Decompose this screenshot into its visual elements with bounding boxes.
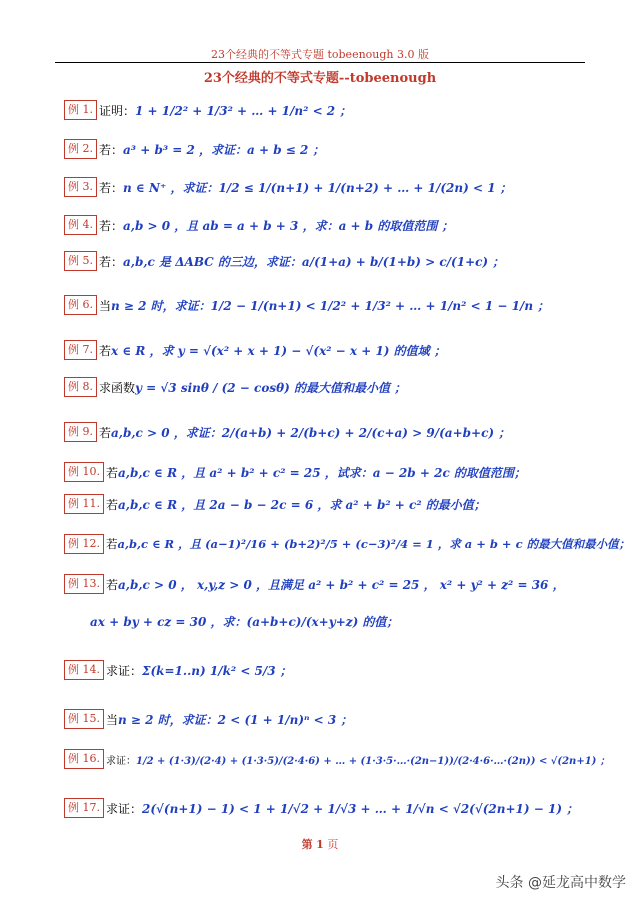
example-label: 例 6. bbox=[64, 295, 97, 315]
example-prompt: 证明： bbox=[99, 103, 136, 118]
example-math: x ∈ R ，求 y = √(x² + x + 1) − √(x² − x + 1) 的值域 ； bbox=[111, 343, 446, 358]
example-13 bbox=[64, 571, 565, 597]
example-prompt: 求函数 bbox=[99, 380, 136, 395]
example-label: 例 2. bbox=[64, 139, 97, 159]
example-math: a,b,c ∈ R ，且 2a − b − 2c = 6 ，求 a² + b² + c² 的最小值； bbox=[118, 497, 486, 512]
example-label: 例 5. bbox=[64, 251, 97, 271]
footer-prefix: 第 bbox=[301, 838, 313, 851]
example-label: 例 13. bbox=[64, 574, 104, 594]
example-label: 例 1. bbox=[64, 100, 97, 120]
example-17 bbox=[64, 795, 578, 821]
example-label: 例 8. bbox=[64, 377, 97, 397]
example-math: n ∈ N⁺ ，求证：1/2 ≤ 1/(n+1) + 1/(n+2) + … + 1/(2n) < 1 ； bbox=[123, 180, 512, 195]
example-3 bbox=[64, 174, 512, 200]
example-8 bbox=[64, 374, 406, 400]
example-prompt: 若 bbox=[106, 537, 118, 551]
example-math: 1 + 1/2² + 1/3² + … + 1/n² < 2 ； bbox=[135, 103, 352, 118]
example-label: 例 3. bbox=[64, 177, 97, 197]
example-prompt: 求证： bbox=[106, 801, 143, 816]
example-prompt: 若 bbox=[106, 577, 119, 592]
example-5 bbox=[64, 248, 504, 274]
example-9 bbox=[64, 419, 510, 445]
example-11 bbox=[64, 491, 486, 517]
example-prompt: 若： bbox=[99, 254, 124, 269]
example-math: a,b > 0 ，且 ab = a + b + 3 ，求：a + b 的取值范围 ； bbox=[123, 218, 454, 233]
example-math: a,b,c ∈ R ，且 a² + b² + c² = 25 ，试求：a − 2b + 2c 的取值范围； bbox=[118, 465, 526, 480]
example-prompt: 若： bbox=[99, 218, 124, 233]
example-prompt: 若： bbox=[99, 180, 124, 195]
example-13-continuation bbox=[90, 609, 398, 633]
example-prompt: 若 bbox=[99, 343, 112, 358]
example-label: 例 16. bbox=[64, 749, 104, 769]
example-math: n ≥ 2 时，求证：1/2 − 1/(n+1) < 1/2² + 1/3² + … + 1/n² < 1 − 1/n ； bbox=[111, 298, 550, 313]
example-label: 例 14. bbox=[64, 660, 104, 680]
example-7 bbox=[64, 337, 446, 363]
example-15 bbox=[64, 706, 352, 732]
example-prompt: 若 bbox=[99, 425, 112, 440]
example-math: n ≥ 2 时，求证：2 < (1 + 1/n)ⁿ < 3 ； bbox=[118, 712, 353, 727]
example-label: 例 17. bbox=[64, 798, 104, 818]
example-math: a,b,c ∈ R ，且 (a−1)²/16 + (b+2)²/5 + (c−3)²/4 = 1 ，求 a + b + c 的最大值和最小值； bbox=[117, 537, 631, 551]
example-label: 例 9. bbox=[64, 422, 97, 442]
example-math: 2(√(n+1) − 1) < 1 + 1/√2 + 1/√3 + … + 1/√n < √2(√(2n+1) − 1) ； bbox=[142, 801, 579, 816]
page-footer bbox=[0, 836, 640, 852]
document-title: 23个经典的不等式专题--tobeenough bbox=[203, 71, 437, 86]
example-math: a,b,c 是 ΔABC 的三边，求证：a/(1+a) + b/(1+b) > c/(1+c) ； bbox=[123, 254, 505, 269]
example-math: a,b,c > 0 ， x,y,z > 0 ，且满足 a² + b² + c² = 25 ， x² + y² + z² = 36 ， bbox=[118, 577, 565, 592]
example-label: 例 11. bbox=[64, 494, 104, 514]
example-math: 1/2 + (1·3)/(2·4) + (1·3·5)/(2·4·6) + … + (1·3·5·…·(2n−1))/(2·4·6·…·(2n)) < √(2n+1) ； bbox=[136, 755, 610, 767]
example-math: y = √3 sinθ / (2 − cosθ) 的最大值和最小值 ； bbox=[135, 380, 407, 395]
example-label: 例 12. bbox=[64, 534, 104, 554]
example-math: a,b,c > 0 ，求证：2/(a+b) + 2/(b+c) + 2/(c+a) > 9/(a+b+c) ； bbox=[111, 425, 511, 440]
header-divider bbox=[55, 62, 585, 63]
example-label: 例 15. bbox=[64, 709, 104, 729]
example-math: Σ(k=1..n) 1/k² < 5/3 ； bbox=[142, 663, 292, 678]
example-prompt: 求证： bbox=[106, 755, 136, 767]
example-prompt: 若 bbox=[106, 497, 119, 512]
example-2 bbox=[64, 136, 325, 162]
example-label: 例 4. bbox=[64, 215, 97, 235]
page-header: 23个经典的不等式专题 tobeenough 3.0 版 bbox=[210, 48, 429, 61]
example-14 bbox=[64, 657, 292, 683]
example-math: a³ + b³ = 2 ，求证：a + b ≤ 2 ； bbox=[123, 142, 325, 157]
example-4 bbox=[64, 212, 454, 238]
example-label: 例 10. bbox=[64, 462, 104, 482]
example-16 bbox=[64, 746, 610, 772]
example-10 bbox=[64, 459, 526, 485]
example-1 bbox=[64, 97, 351, 123]
example-prompt: 求证： bbox=[106, 663, 143, 678]
example-prompt: 当 bbox=[106, 712, 119, 727]
example-prompt: 若 bbox=[106, 465, 119, 480]
example-6 bbox=[64, 292, 549, 318]
example-prompt: 若： bbox=[99, 142, 124, 157]
example-prompt: 当 bbox=[99, 298, 112, 313]
watermark: 头条 @延龙高中数学 bbox=[495, 875, 626, 891]
example-label: 例 7. bbox=[64, 340, 97, 360]
footer-suffix: 页 bbox=[327, 838, 339, 851]
footer-page-number: 1 bbox=[316, 838, 324, 851]
example-12 bbox=[64, 531, 630, 557]
example-13-cont-math: ax + by + cz = 30 ，求：(a+b+c)/(x+y+z) 的值； bbox=[90, 614, 399, 629]
